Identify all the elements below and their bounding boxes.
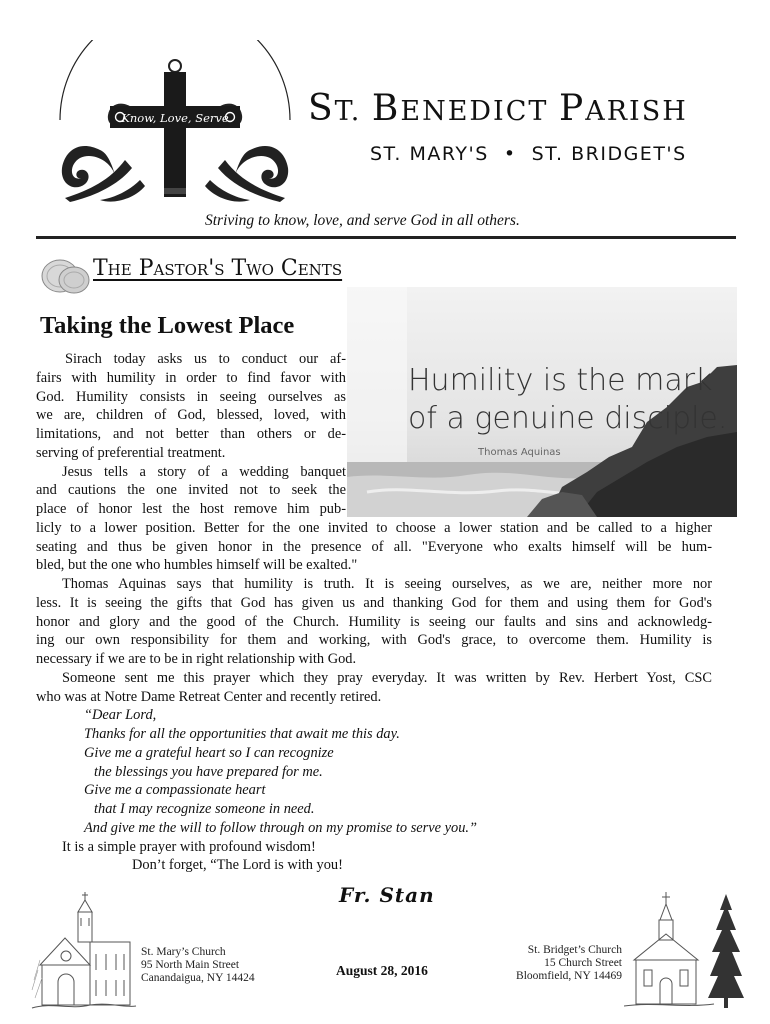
- st-bridgets-church-drawing: [624, 890, 744, 1012]
- quote-line: of a genuine disciple.: [408, 401, 728, 436]
- body-line: limitations, and not better than others or de-: [36, 426, 346, 442]
- pastor-signature: Fr. Stan: [339, 883, 435, 907]
- st-marys-address: [141, 946, 255, 985]
- prayer-line: “Dear Lord,: [84, 707, 157, 723]
- address-line: 15 Church Street: [544, 957, 622, 969]
- body-line: Someone sent me this prayer which they pray everyday. It was written by Rev. Herbert Yost, CSC: [62, 670, 712, 686]
- parish-title: [308, 88, 748, 129]
- body-line: Sirach today asks us to conduct our af-: [65, 351, 346, 367]
- title-word: BENEDICT: [371, 88, 559, 129]
- body-line: seating and thus be given honor in the presence of all. "Everyone who exalts himself will be hum-: [36, 539, 712, 555]
- prayer-line: And give me the will to follow through on my promise to serve you.”: [84, 820, 478, 836]
- body-line: God. Humility consists in seeing ourselves as: [36, 389, 346, 405]
- address-line: St. Mary’s Church: [141, 946, 226, 958]
- quote-author: Thomas Aquinas: [478, 447, 561, 458]
- parish-cross-logo: [40, 40, 310, 215]
- body-line: honor and glory and the good of the Church. Humility is seeing our faults and sins and acknowledg-: [36, 614, 712, 630]
- address-line: Bloomfield, NY 14469: [516, 970, 622, 982]
- title-word: ST.: [308, 88, 372, 129]
- churches-subtitle: ST. MARY'S • ST. BRIDGET'S: [370, 143, 687, 165]
- body-line: we are, children of God, blessed, loved, with: [36, 407, 346, 423]
- prayer-line: that I may recognize someone in need.: [94, 801, 315, 817]
- body-line: Thomas Aquinas says that humility is truth. It is seeing ourselves, as we are, neither more nor: [62, 576, 712, 592]
- address-line: Canandaigua, NY 14424: [141, 972, 255, 984]
- prayer-line: Give me a grateful heart so I can recognize: [84, 745, 334, 761]
- closing-line: It is a simple prayer with profound wisdom!: [62, 839, 316, 855]
- bulletin-date: August 28, 2016: [336, 963, 428, 978]
- body-line: serving of preferential treatment.: [36, 445, 226, 461]
- body-line: and cautions the one invited not to seek the: [36, 482, 346, 498]
- logo-motto: Know, Love, Serve: [121, 111, 229, 125]
- parish-tagline: Striving to know, love, and serve God in all others.: [205, 212, 520, 229]
- body-line: licly to a lower position. Better for the one invited to choose a lower station and be called to a higher: [36, 520, 712, 536]
- prayer-line: Thanks for all the opportunities that await me this day.: [84, 726, 400, 742]
- prayer-line: Give me a compassionate heart: [84, 782, 266, 798]
- prayer-line: the blessings you have prepared for me.: [94, 764, 323, 780]
- st-bridgets-address: [500, 944, 622, 983]
- coins-icon: [38, 252, 92, 296]
- quote-text: [408, 362, 728, 438]
- closing-line: Don’t forget, “The Lord is with you!: [132, 857, 343, 873]
- body-line: fairs with humility in order to find favor with: [36, 370, 346, 386]
- article-title: Taking the Lowest Place: [40, 312, 295, 339]
- address-line: St. Bridget’s Church: [527, 944, 622, 956]
- body-line: necessary if we are to be in right relationship with God.: [36, 651, 357, 667]
- address-line: 95 North Main Street: [141, 959, 240, 971]
- column-title: The Pastor's Two Cents: [93, 256, 343, 281]
- quote-line: Humility is the mark: [408, 363, 713, 398]
- body-line: who was at Notre Dame Retreat Center and recently retired.: [36, 689, 382, 705]
- body-line: ing our own responsibility for them and working, with God's grace, to overcome them. Humility is: [36, 632, 712, 648]
- body-line: Jesus tells a story of a wedding banquet: [62, 464, 346, 480]
- body-line: bled, but the one who humbles himself will be exalted.": [36, 557, 358, 573]
- title-word: PARISH: [558, 88, 688, 129]
- body-line: less. It is seeing the gifts that God has given us and thanking God for them and using them for God's: [36, 595, 712, 611]
- header-divider: [36, 236, 736, 239]
- st-marys-church-drawing: [30, 890, 138, 1012]
- body-line: place of honor lest the host remove him pub-: [36, 501, 346, 517]
